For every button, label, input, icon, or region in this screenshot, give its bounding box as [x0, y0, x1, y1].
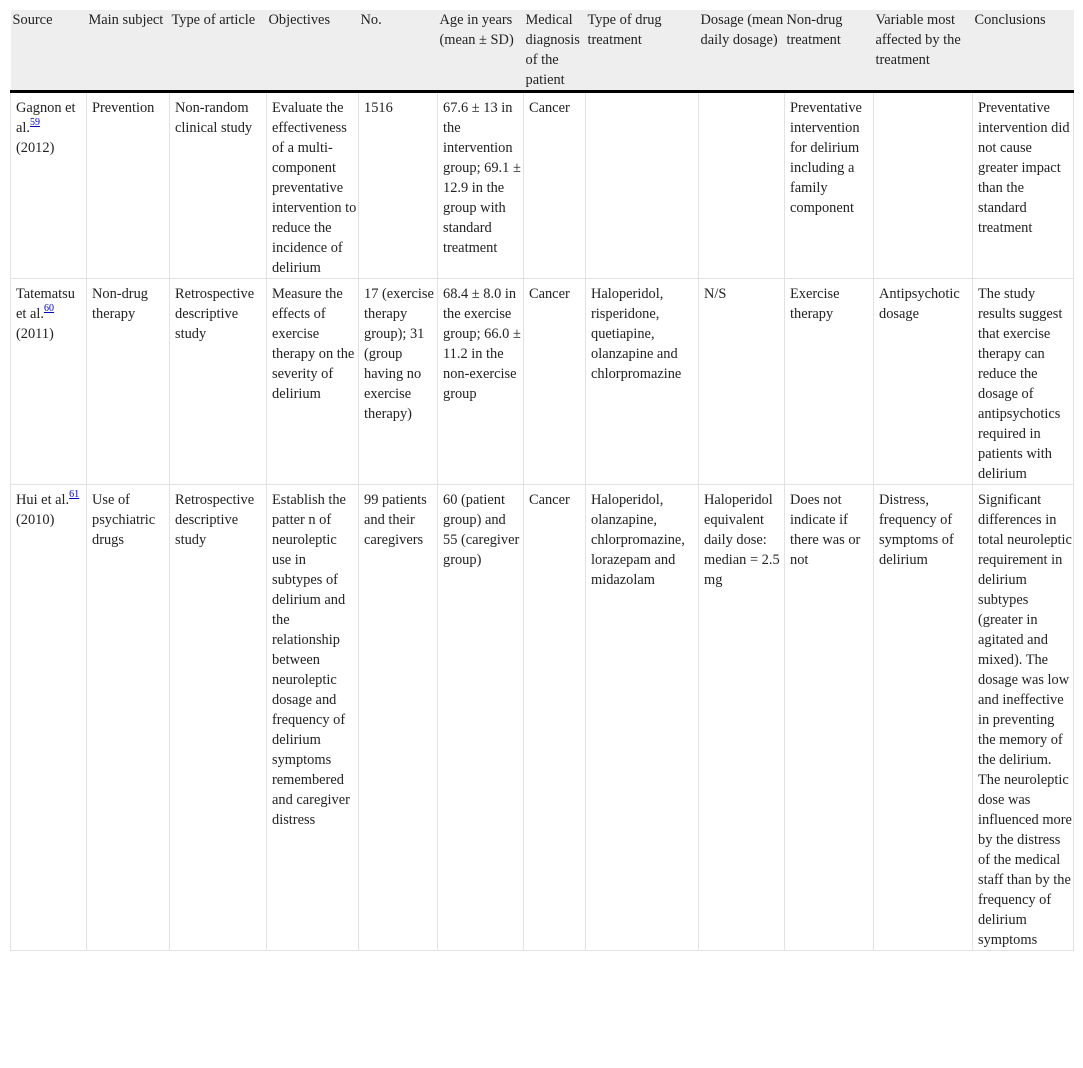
cell-source [11, 485, 87, 951]
cell-main-subject: Use of psychiatric drugs [87, 485, 170, 951]
cell-main-subject: Non-drug therapy [87, 279, 170, 485]
header-conclusions: Conclusions [973, 10, 1074, 92]
cell-age: 68.4 ± 8.0 in the exercise group; 66.0 ± 11.2 in the non-exercise group [438, 279, 524, 485]
studies-table [10, 10, 1074, 951]
header-age: Age in years (mean ± SD) [438, 10, 524, 92]
cell-drug-treatment: Haloperidol, olanzapine, chlorpromazine, lorazepam and midazolam [586, 485, 699, 951]
cell-source [11, 92, 87, 279]
header-article-type: Type of article [170, 10, 267, 92]
header-drug-treatment: Type of drug treatment [586, 10, 699, 92]
cell-drug-treatment [586, 92, 699, 279]
table-header [11, 10, 1074, 92]
cell-number: 17 (exercise therapy group); 31 (group having no exercise therapy) [359, 279, 438, 485]
cell-article-type: Non-random clinical study [170, 92, 267, 279]
cell-dosage [699, 92, 785, 279]
cell-number: 1516 [359, 92, 438, 279]
cell-dosage: Haloperidol equivalent daily dose: median = 2.5 mg [699, 485, 785, 951]
header-objectives: Objectives [267, 10, 359, 92]
source-author: Gagnon et al. [16, 100, 76, 136]
cell-article-type: Retrospective descriptive study [170, 279, 267, 485]
cell-objectives: Evaluate the effectiveness of a multi-component preventative intervention to reduce the incidence of delirium [267, 92, 359, 279]
cell-conclusions: The study results suggest that exercise therapy can reduce the dosage of antipsychotics required in patients with delirium [973, 279, 1074, 485]
cell-age: 60 (patient group) and 55 (caregiver group) [438, 485, 524, 951]
cell-non-drug-treatment: Exercise therapy [785, 279, 874, 485]
cell-diagnosis: Cancer [524, 92, 586, 279]
source-year: (2010) [16, 512, 55, 528]
source-year: (2012) [16, 140, 55, 156]
header-row [11, 10, 1074, 92]
source-author: Tatematsu et al. [16, 286, 75, 322]
header-diagnosis: Medical diagnosis of the patient [524, 10, 586, 92]
cell-conclusions: Preventative intervention did not cause greater impact than the standard treatment [973, 92, 1074, 279]
cell-non-drug-treatment: Does not indicate if there was or not [785, 485, 874, 951]
cell-dosage: N/S [699, 279, 785, 485]
header-number: No. [359, 10, 438, 92]
cell-objectives: Establish the patter n of neuroleptic use in subtypes of delirium and the relationship between neuroleptic dosage and frequency of delirium symptoms remembered and caregiver distress [267, 485, 359, 951]
cell-number: 99 patients and their caregivers [359, 485, 438, 951]
reference-link[interactable]: 61 [69, 489, 80, 500]
table-body [11, 92, 1074, 951]
cell-article-type: Retrospective descriptive study [170, 485, 267, 951]
cell-variable: Distress, frequency of symptoms of delirium [874, 485, 973, 951]
reference-link[interactable]: 60 [43, 303, 54, 314]
header-variable: Variable most affected by the treatment [874, 10, 973, 92]
cell-diagnosis: Cancer [524, 279, 586, 485]
cell-conclusions: Significant differences in total neuroleptic requirement in delirium subtypes (greater in agitated and mixed). The dosage was low and ineffective in preventing the memory of the delirium. The neuroleptic dose was influenced more by the distress of the medical staff than by the frequency of delirium symptoms [973, 485, 1074, 951]
header-non-drug-treatment: Non-drug treatment [785, 10, 874, 92]
cell-source [11, 279, 87, 485]
cell-diagnosis: Cancer [524, 485, 586, 951]
header-source: Source [11, 10, 87, 92]
source-author: Hui et al. [16, 492, 70, 508]
table-row [11, 485, 1074, 951]
table-row [11, 92, 1074, 279]
cell-variable: Antipsychotic dosage [874, 279, 973, 485]
table-row [11, 279, 1074, 485]
cell-variable [874, 92, 973, 279]
cell-drug-treatment: Haloperidol, risperidone, quetiapine, olanzapine and chlorpromazine [586, 279, 699, 485]
cell-objectives: Measure the effects of exercise therapy on the severity of delirium [267, 279, 359, 485]
header-main-subject: Main subject [87, 10, 170, 92]
header-dosage: Dosage (mean daily dosage) [699, 10, 785, 92]
reference-link[interactable]: 59 [29, 117, 40, 128]
cell-non-drug-treatment: Preventative intervention for delirium including a family component [785, 92, 874, 279]
cell-age: 67.6 ± 13 in the intervention group; 69.1 ± 12.9 in the group with standard treatment [438, 92, 524, 279]
cell-main-subject: Prevention [87, 92, 170, 279]
source-year: (2011) [16, 326, 54, 342]
